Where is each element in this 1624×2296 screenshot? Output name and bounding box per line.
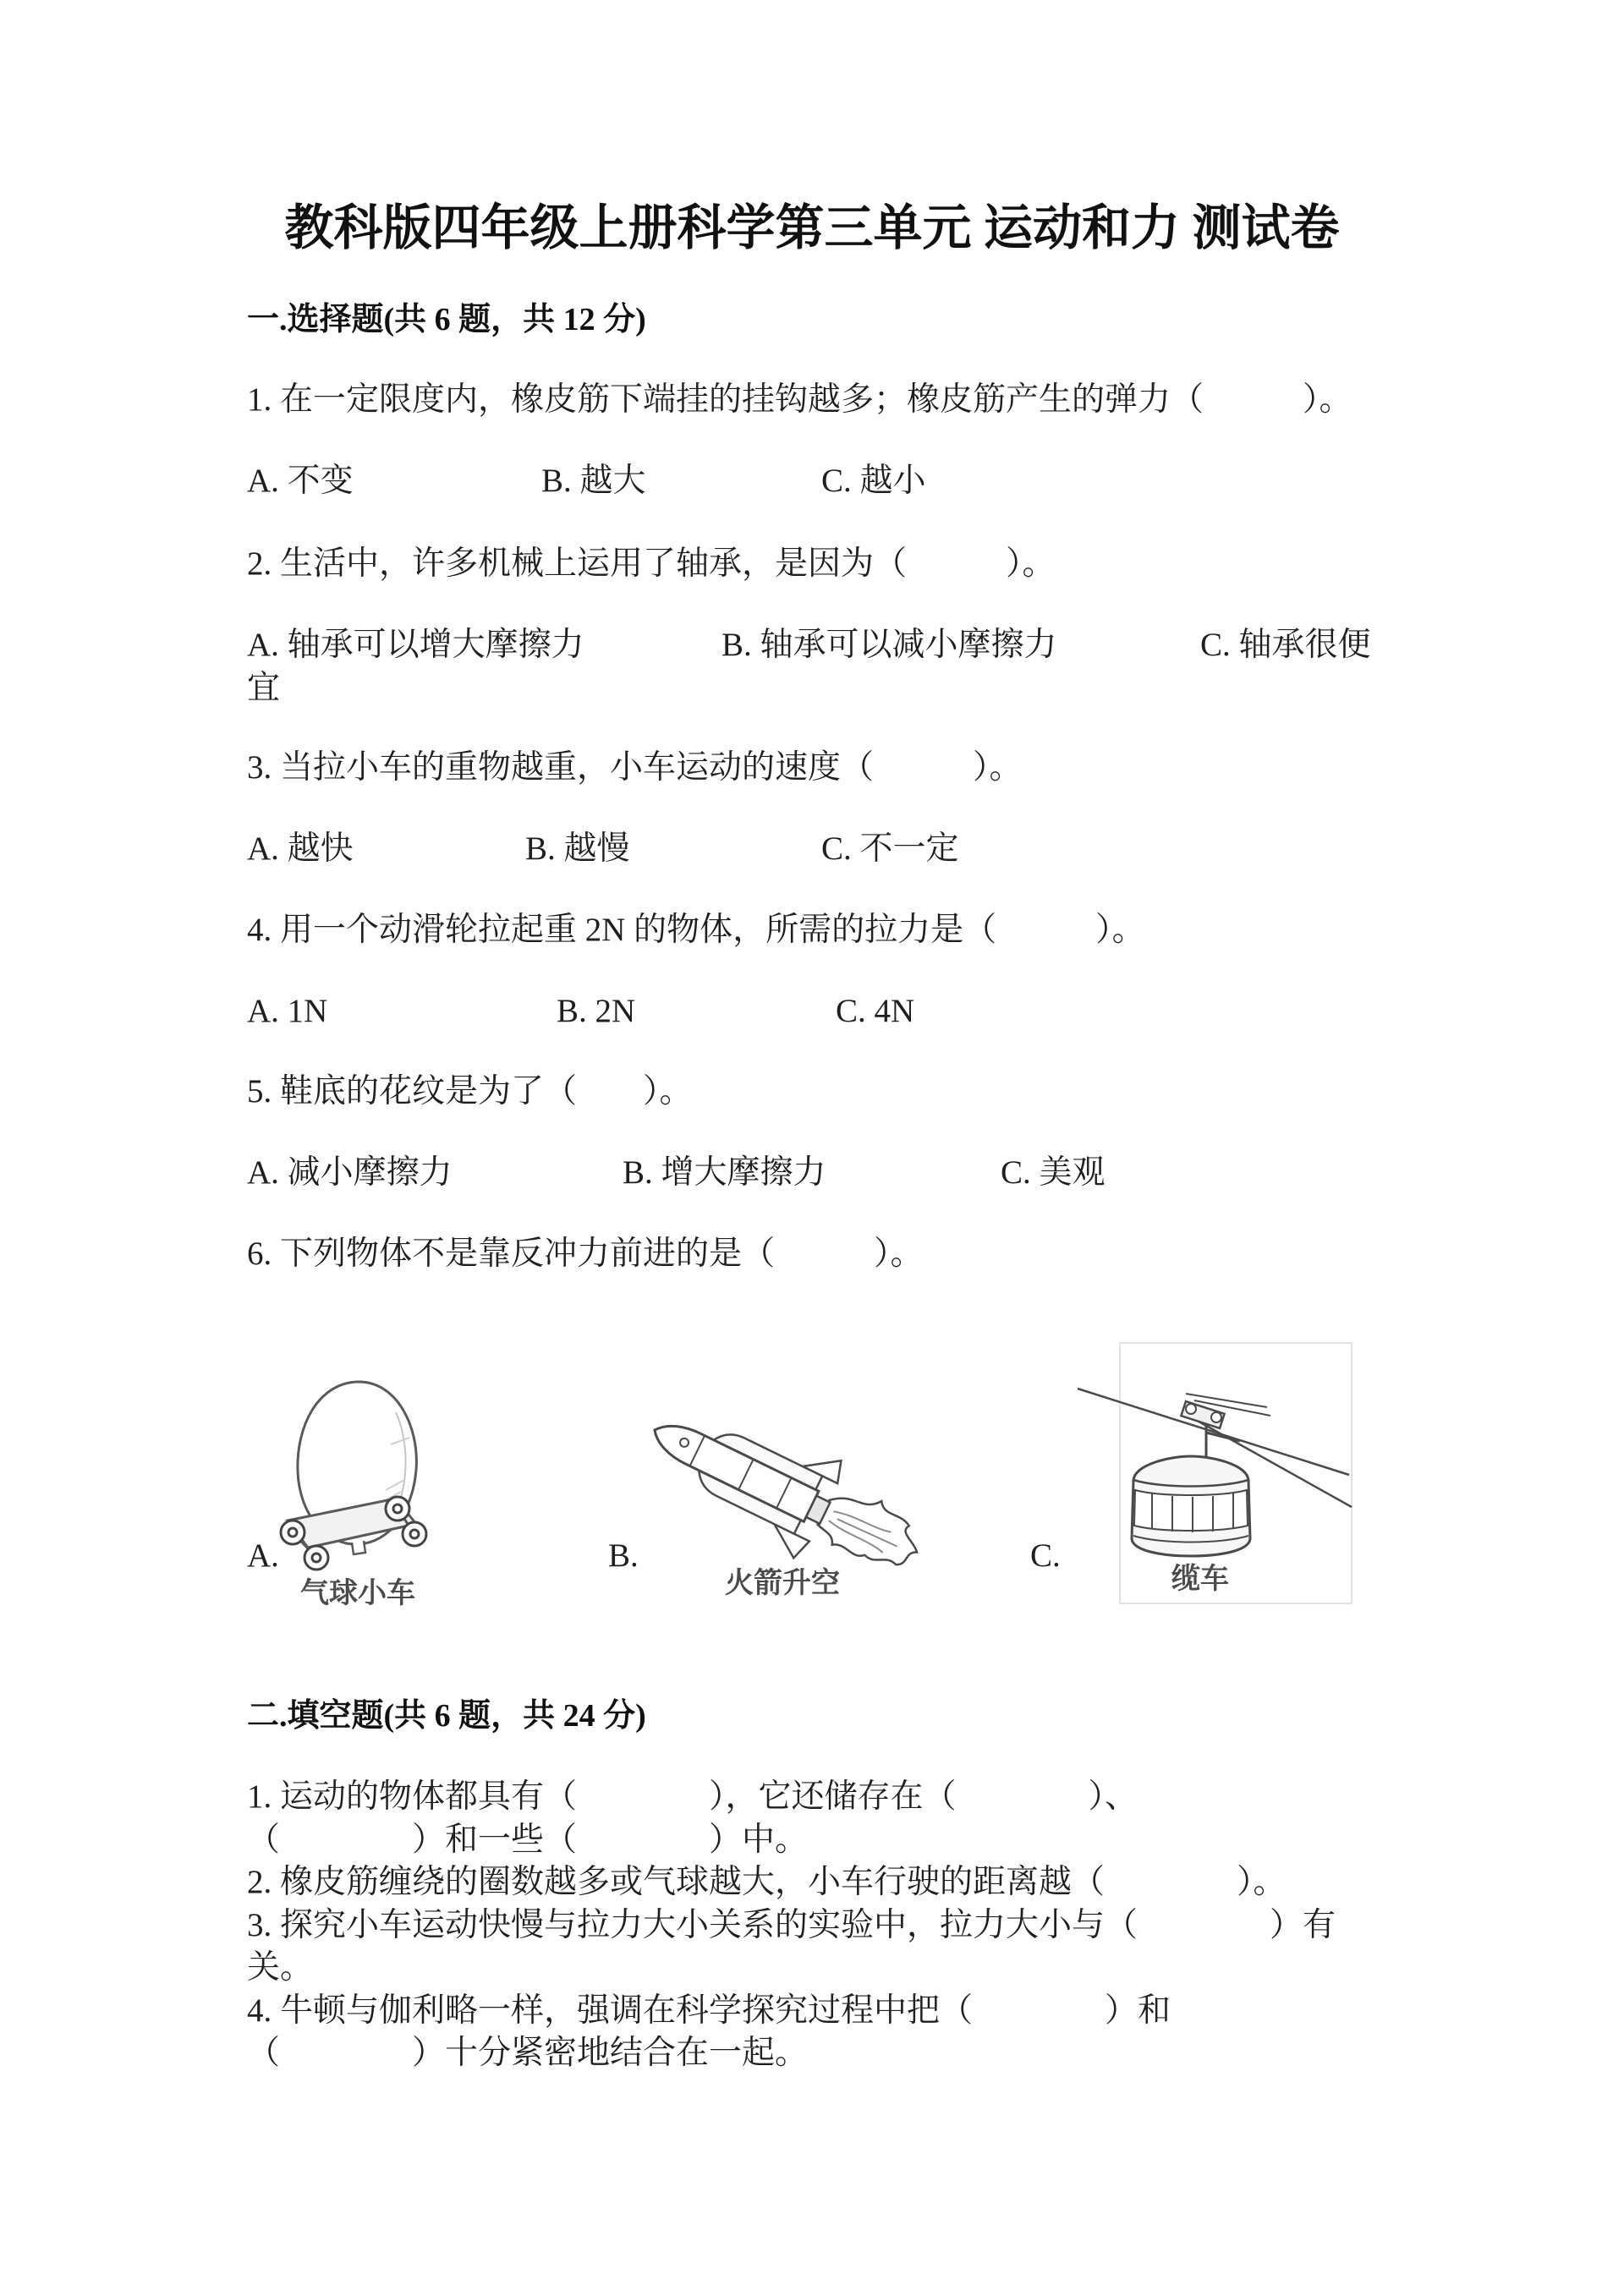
question-stem: 3. 当拉小车的重物越重，小车运动的速度（ ）。 (247, 749, 1023, 786)
cart-wheel (386, 1497, 409, 1521)
fill-question-line: 3. 探究小车运动快慢与拉力大小关系的实验中，拉力大小与（ ）有 (247, 1907, 1336, 1943)
option-a: A. 1N (247, 993, 328, 1029)
option-a: A. 越快 (247, 830, 354, 867)
option-a: A. 轴承可以增大摩擦力 (247, 627, 584, 663)
question-stem: 4. 用一个动滑轮拉起重 2N 的物体，所需的拉力是（ ）。 (247, 912, 1145, 948)
option-b: B. 越大 (541, 463, 646, 499)
option-b-label: B. (608, 1537, 639, 1574)
option-c: C. 4N (836, 993, 915, 1029)
cart-wheel (304, 1546, 328, 1570)
balloon-car-illustration (269, 1363, 447, 1617)
option-b: B. 2N (557, 993, 636, 1029)
question-stem: 1. 在一定限度内，橡皮筋下端挂的挂钩越多；橡皮筋产生的弹力（ ）。 (247, 381, 1352, 418)
option-a: A. 减小摩擦力 (247, 1154, 453, 1191)
picture-caption: 缆车 (1171, 1562, 1229, 1596)
option-c: C. 不一定 (821, 830, 959, 867)
fill-question-line: 关。 (247, 1949, 314, 1986)
fill-question-line: 1. 运动的物体都具有（ ），它还储存在（ ）、 (247, 1778, 1138, 1815)
option-c: C. 美观 (1001, 1154, 1106, 1191)
cart-wheel (403, 1522, 426, 1546)
balloon-neck (352, 1541, 365, 1554)
question-stem: 6. 下列物体不是靠反冲力前进的是（ ）。 (247, 1236, 924, 1272)
page-title: 教科版四年级上册科学第三单元 运动和力 测试卷 (284, 200, 1340, 255)
trolley-wheel (1211, 1412, 1221, 1422)
cable-car-illustration (1067, 1338, 1359, 1608)
option-row (247, 623, 1389, 710)
option-c: C. 越小 (821, 463, 926, 499)
trolley-wheel (1186, 1404, 1196, 1414)
question-stem: 5. 鞋底的花纹是为了（ ）。 (247, 1073, 693, 1110)
option-a-label: A. (247, 1537, 279, 1574)
option-c: C. 轴承很便宜 (247, 627, 1371, 706)
rocket-illustration (643, 1395, 935, 1607)
picture-caption: 火箭升空 (725, 1566, 840, 1600)
option-c-label: C. (1030, 1537, 1061, 1574)
fill-question-line: 4. 牛顿与伽利略一样，强调在科学探究过程中把（ ）和 (247, 1992, 1171, 2029)
fill-question-line: 2. 橡皮筋缠绕的圈数越多或气球越大，小车行驶的距离越（ ）。 (247, 1864, 1287, 1900)
section-heading-fill: 二.填空题(共 6 题，共 24 分) (247, 1698, 646, 1734)
option-b: B. 越慢 (525, 830, 630, 867)
fill-question-line: （ ）十分紧密地结合在一起。 (247, 2035, 809, 2071)
option-b: B. 增大摩擦力 (623, 1154, 826, 1191)
fill-question-line: （ ）和一些（ ）中。 (247, 1822, 809, 1858)
option-b: B. 轴承可以减小摩擦力 (721, 627, 1057, 663)
cart-wheel (281, 1521, 304, 1544)
rocket-flame (812, 1481, 930, 1580)
section-heading-choice: 一.选择题(共 6 题，共 12 分) (247, 302, 646, 337)
option-a: A. 不变 (247, 463, 354, 499)
question-stem: 2. 生活中，许多机械上运用了轴承，是因为（ ）。 (247, 545, 1056, 582)
picture-caption: 气球小车 (300, 1576, 415, 1610)
